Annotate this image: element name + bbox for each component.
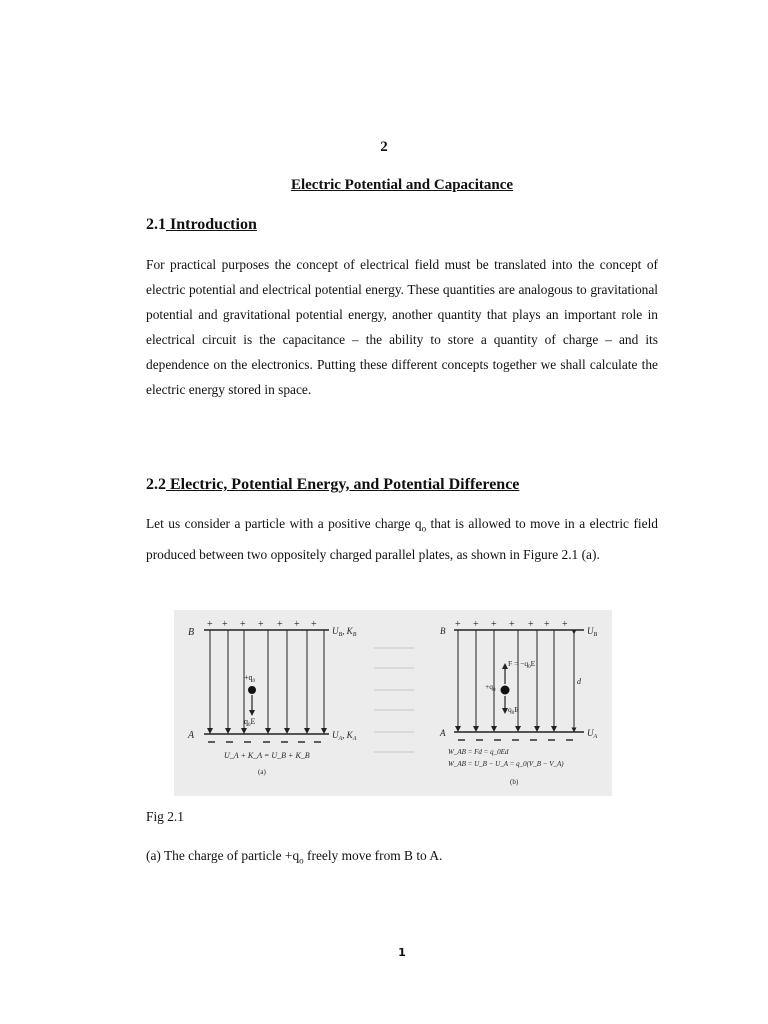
distance-label: d — [577, 677, 581, 686]
plate-a-label: A — [188, 730, 195, 741]
svg-text:+: + — [491, 619, 497, 630]
para-sub: o — [421, 523, 427, 534]
charge-particle — [248, 686, 256, 694]
energy-b-label: $U_B$ — [587, 626, 598, 638]
energy-b-label: $U_B$, $K_B$ — [332, 626, 357, 638]
caption-text-b: freely move from B to A. — [303, 848, 443, 863]
svg-text:+: + — [544, 619, 550, 630]
section-number: 2.2 — [146, 476, 166, 493]
panel-a-caption: (a) — [258, 768, 266, 776]
energy-equation: U_A + K_A = U_B + K_B — [224, 751, 310, 760]
section-title: Introduction — [166, 216, 257, 233]
svg-text:+: + — [294, 619, 300, 630]
svg-text:+: + — [222, 619, 228, 630]
svg-text:+: + — [562, 619, 568, 630]
charge-particle — [501, 686, 510, 695]
chapter-number: 2 — [380, 139, 388, 155]
plate-b-label: B — [188, 627, 195, 638]
plate-b-label: B — [440, 626, 446, 636]
figure-2-1 — [174, 610, 612, 796]
force-label: $q_0E$ — [244, 717, 256, 728]
potential-paragraph — [146, 511, 658, 567]
section-title: Electric, Potential Energy, and Potential Difference — [166, 476, 520, 493]
intro-paragraph-text: For practical purposes the concept of electrical field must be translated into the concept of electric potential and electrical potential energy. These quantities are analogous to gravitational potential and gravitational potential energy, another quantity that plays an important role in electrical circuit is the capacitance – the ability to store a quantity of charge – and its dependence on the electronics. Putting these different concepts together we shall calculate the electric energy stored in space. — [146, 257, 658, 397]
figure-scan-background — [174, 610, 612, 796]
charge-label: $+q_0$ — [244, 673, 256, 684]
potential-paragraph-text — [146, 511, 658, 567]
charge-label: $+q_0$ — [485, 682, 496, 693]
svg-text:+: + — [240, 619, 246, 630]
svg-text:+: + — [528, 619, 534, 630]
section-heading-intro — [146, 216, 257, 234]
work-equation-2: W_AB = U_B − U_A = q_0(V_B − V_A) — [448, 760, 564, 768]
svg-text:+: + — [473, 619, 479, 630]
work-equation-1: W_AB = Fd = q_0Ed — [448, 748, 509, 756]
energy-a-label: $U_A$ — [587, 728, 598, 740]
svg-text:+: + — [311, 619, 317, 630]
plate-a-label: A — [440, 728, 446, 738]
svg-text:+: + — [207, 619, 213, 630]
intro-paragraph — [146, 252, 658, 402]
svg-text:+: + — [509, 619, 515, 630]
svg-text:+: + — [277, 619, 283, 630]
caption-sub: o — [299, 855, 304, 866]
caption-text-a: (a) The charge of particle +q — [146, 848, 300, 863]
svg-text:+: + — [258, 619, 264, 630]
force-up-label: $F = -q_0E$ — [508, 659, 536, 670]
chapter-title — [0, 177, 768, 194]
section-number: 2.1 — [146, 216, 166, 233]
section-heading-potential — [146, 476, 519, 494]
panel-b-caption: (b) — [510, 778, 519, 786]
para-text-a: Let us consider a particle with a positive charge q — [146, 516, 422, 531]
svg-text:+: + — [455, 619, 461, 630]
field-force-label: $q_0E$ — [508, 705, 519, 716]
para-text-b: that is allowed to move in a electric field produced between two oppositely charged parallel plates, as shown in Figure 2.1 (a). — [146, 516, 658, 562]
figure-svg — [174, 610, 612, 796]
figure-caption — [146, 848, 442, 866]
chapter-title-text: Electric Potential and Capacitance — [290, 177, 514, 193]
page-number: 1 — [398, 946, 406, 959]
energy-a-label: $U_A$, $K_A$ — [332, 730, 357, 742]
figure-label: Fig 2.1 — [146, 809, 184, 824]
